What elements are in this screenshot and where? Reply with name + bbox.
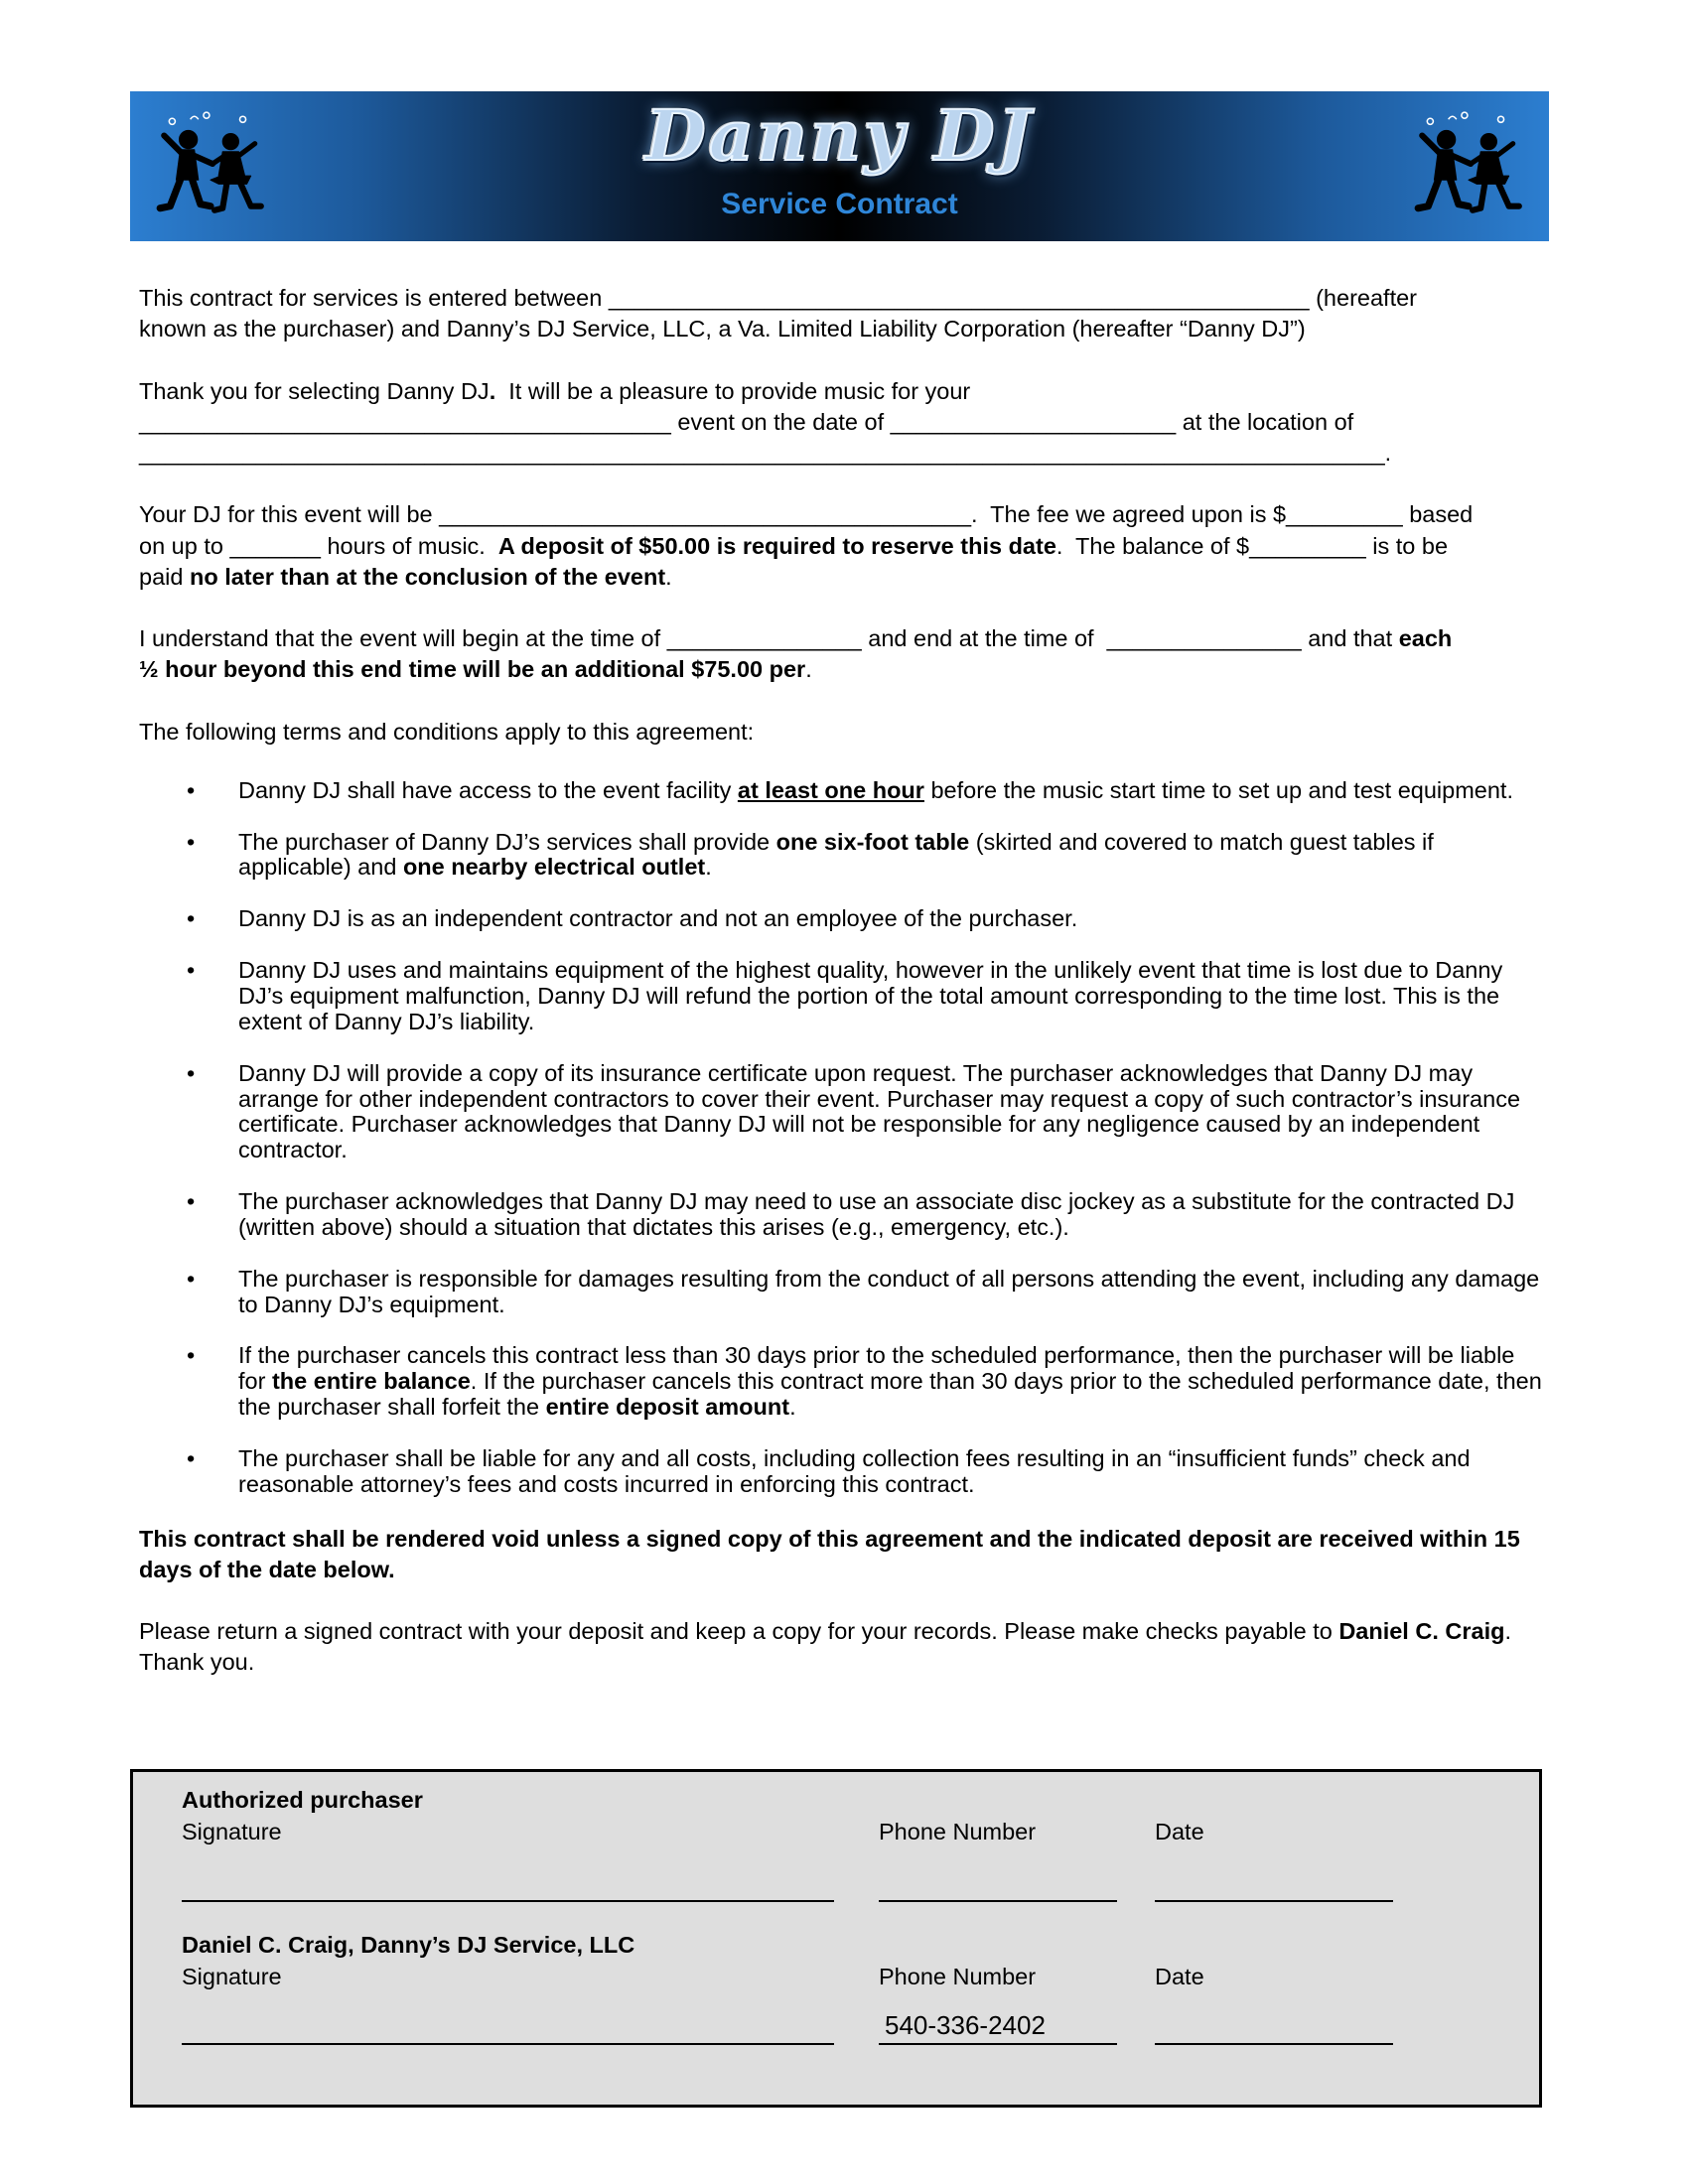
bullet: • bbox=[187, 1059, 196, 1086]
fee-line: Your DJ for this event will be _________________________________________. The fee we agreed upon is $_________ based bbox=[139, 501, 1474, 528]
bullet: • bbox=[187, 1188, 196, 1215]
terms-intro: The following terms and conditions apply to this agreement: bbox=[139, 718, 755, 745]
intro-paragraph bbox=[139, 283, 1544, 345]
thanks-paragraph bbox=[139, 376, 1544, 470]
bullet: • bbox=[187, 957, 196, 984]
bullet: • bbox=[187, 828, 196, 855]
list-item bbox=[139, 778, 1544, 804]
bullet: • bbox=[187, 1444, 196, 1471]
timing-line: . bbox=[805, 656, 812, 683]
payee-name: Daniel C. Craig bbox=[1338, 1618, 1505, 1645]
purchaser-signature-label: Signature bbox=[182, 1819, 282, 1844]
thanks-text: It will be a pleasure to provide music for your bbox=[495, 377, 971, 404]
void-notice: This contract shall be rendered void unless a signed copy of this agreement and the indicated deposit are received within 15 days of the date below. bbox=[139, 1525, 1520, 1582]
bullet: • bbox=[187, 1265, 196, 1292]
term-text: (skirted and covered to match guest tables if applicable) and bbox=[238, 828, 1434, 881]
fee-paragraph bbox=[139, 499, 1544, 593]
term-text: Danny DJ shall have access to the event facility bbox=[238, 776, 738, 803]
balance-line: . The balance of $_________ is to be bbox=[1055, 532, 1449, 559]
term-text: before the music start time to set up and test equipment. bbox=[923, 776, 1513, 803]
thanks-text: Thank you for selecting Danny DJ bbox=[139, 377, 490, 404]
bullet: • bbox=[187, 905, 196, 932]
thanks-text-bold: . bbox=[489, 377, 496, 404]
list-item bbox=[139, 906, 1544, 932]
purchaser-phone-label: Phone Number bbox=[879, 1819, 1037, 1844]
intro-line: known as the purchaser) and Danny’s DJ Service, LLC, a Va. Limited Liability Corporation (hereafter “Danny DJ”) bbox=[139, 316, 1306, 342]
daniel-date-label: Date bbox=[1155, 1964, 1204, 1989]
list-item bbox=[139, 1061, 1544, 1163]
term-text: Danny DJ will provide a copy of its insurance certificate upon request. The purchaser acknowledges that Danny DJ may arrange for other independent contractors to cover their event. Purchaser may request a copy of such contractor’s insurance certificate. Purchaser acknowledges that Danny DJ will not be responsible for any negligence caused by an independent contractor. bbox=[238, 1059, 1521, 1163]
daniel-phone-label: Phone Number bbox=[879, 1964, 1037, 1989]
return-note bbox=[139, 1616, 1544, 1679]
term-text: Danny DJ is as an independent contractor and not an employee of the purchaser. bbox=[238, 905, 1078, 932]
return-note-text: Please return a signed contract with your deposit and keep a copy for your records. Please make checks payable to bbox=[139, 1618, 1339, 1645]
purchaser-date-field[interactable] bbox=[1155, 1900, 1393, 1902]
signature-box bbox=[130, 1769, 1542, 2108]
term-text-emphasis: at least one hour bbox=[737, 776, 924, 803]
header-banner bbox=[130, 91, 1549, 241]
logo bbox=[130, 94, 1549, 177]
daniel-signature-field[interactable] bbox=[182, 2043, 834, 2045]
page-title: Service Contract bbox=[721, 188, 958, 220]
dancing-couple-icon bbox=[1408, 109, 1529, 220]
daniel-phone-value: 540-336-2402 bbox=[885, 2010, 1046, 2040]
list-item bbox=[139, 1446, 1544, 1498]
fee-line: . bbox=[665, 563, 672, 590]
timing-paragraph bbox=[139, 623, 1544, 686]
location-line: ________________________________________________________________________________________________. bbox=[139, 440, 1392, 466]
list-item bbox=[139, 1189, 1544, 1241]
purchaser-phone-field[interactable] bbox=[879, 1900, 1117, 1902]
term-text: . bbox=[789, 1394, 796, 1421]
term-text-emphasis: the entire balance bbox=[271, 1368, 471, 1395]
payment-deadline: no later than at the conclusion of the event bbox=[189, 563, 666, 590]
overtime-rate: ½ hour beyond this end time will be an additional $75.00 per bbox=[139, 656, 806, 683]
purchaser-signature-field[interactable] bbox=[182, 1900, 834, 1902]
list-item bbox=[139, 1343, 1544, 1421]
contract-body bbox=[139, 283, 1544, 1709]
term-text: The purchaser of Danny DJ’s services shall provide bbox=[238, 828, 776, 855]
term-text: The purchaser shall be liable for any and all costs, including collection fees resulting in an “insufficient funds” check and reasonable attorney’s fees and costs incurred in enforcing this contract. bbox=[238, 1444, 1471, 1497]
daniel-date-field[interactable] bbox=[1155, 2043, 1393, 2045]
term-text: . If the purchaser cancels this contract more than 30 days prior to the scheduled performance date, then the purchaser shall forfeit the bbox=[238, 1368, 1542, 1421]
intro-line: This contract for services is entered between ______________________________________________________ (hereafter bbox=[139, 285, 1417, 311]
timing-line: I understand that the event will begin at the time of _______________ and end at the time of _______________ and that bbox=[139, 625, 1399, 651]
daniel-phone-field[interactable] bbox=[879, 2043, 1117, 2045]
term-text: If the purchaser cancels this contract less than 30 days prior to the scheduled performance, then the purchaser will be liable for bbox=[238, 1342, 1515, 1395]
daniel-heading: Daniel C. Craig, Danny’s DJ Service, LLC bbox=[182, 1932, 635, 1958]
event-date-location-line: _________________________________________ event on the date of ______________________ at the location of bbox=[139, 408, 1354, 435]
list-item bbox=[139, 1267, 1544, 1318]
fee-line: on up to _______ hours of music. bbox=[139, 532, 498, 559]
term-text: . bbox=[705, 854, 712, 881]
deposit-notice: A deposit of $50.00 is required to reserve this date bbox=[497, 532, 1056, 559]
fee-line: paid bbox=[139, 563, 190, 590]
term-text-emphasis: one nearby electrical outlet bbox=[402, 854, 706, 881]
term-text: The purchaser is responsible for damages resulting from the conduct of all persons attending the event, including any damage to Danny DJ’s equipment. bbox=[238, 1265, 1540, 1317]
bullet: • bbox=[187, 776, 196, 803]
bullet: • bbox=[187, 1342, 196, 1369]
term-text-emphasis: one six-foot table bbox=[775, 828, 970, 855]
terms-list bbox=[139, 778, 1544, 1498]
term-text-emphasis: entire deposit amount bbox=[545, 1394, 790, 1421]
list-item bbox=[139, 958, 1544, 1035]
term-text: The purchaser acknowledges that Danny DJ may need to use an associate disc jockey as a substitute for the contracted DJ (written above) should a situation that dictates this arises (e.g., emergency, etc.). bbox=[238, 1188, 1515, 1240]
purchaser-date-label: Date bbox=[1155, 1819, 1204, 1844]
return-note-text: . Thank you. bbox=[139, 1618, 1511, 1676]
term-text: Danny DJ uses and maintains equipment of the highest quality, however in the unlikely event that time is lost due to Danny DJ’s equipment malfunction, Danny DJ will refund the portion of the total amount corresponding to the time lost. This is the extent of Danny DJ’s liability. bbox=[238, 957, 1503, 1034]
daniel-signature-label: Signature bbox=[182, 1964, 282, 1989]
timing-bold: each bbox=[1398, 625, 1453, 651]
list-item bbox=[139, 830, 1544, 882]
logo-wordmark: Danny DJ bbox=[645, 94, 1034, 177]
purchaser-heading: Authorized purchaser bbox=[182, 1787, 423, 1813]
